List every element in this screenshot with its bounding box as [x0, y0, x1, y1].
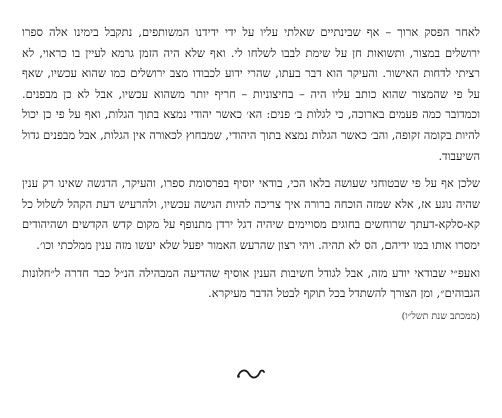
letter-paragraph-2: שלכן אף על פי שבטוחני שעושה בלאו הכי, בודאי יוסיף בפרסומת ספרו, והעיקר, הדגשה שאינו רק ענין שהיה נוגע אז, אלא שמזה הוכחה ברורה איך צריכה להיות הגישה עכשיו, ולהרעיש דעת הקהל לשלול כל קא-סלקא-דעתך שרוחשים בחוגים מסויימים שיהיה דגל ירדן מתנופף על מקום קדש הקדשים ושהיהודים ימסרו אותו במו ידיהם, הס לא תהיה. ויהי רצון שהרעש האמור יפעל שלא יעשו מזה ענין ממלכתי וכו׳.	[22, 176, 480, 252]
flourish-ornament-icon	[0, 366, 502, 385]
letter-paragraph-3: ואעפ״י שבודאי יודע מזה, אבל לגודל חשיבות הענין אוסיף שהדיעה המבהילה הנ״ל כבר חדרה ל״חלונות הגבוהים״, ומן הצורך להשתדל בכל תוקף לבטל הדבר מעיקרא.	[22, 265, 480, 301]
source-citation: (ממכתב שנת תשל״ו)	[401, 310, 480, 322]
letter-paragraph-1: לאחר הפסק ארוך – אף שבינתיים שאלתי עליו על ידי ידידנו המשותפים, נתקבל בימינו אלה ספרו ירושלים במצור, ותשואות חן על שימת לבבו לשלחו לי. ואף שלא היה הזמן גרמא לעיין בו כראוי, לא רציתי לדחות האישור. והעיקר הוא דבר בעתו, שהרי ידוע לכבודו מצב ירושלים כמו שהוא עכשיו, שאף על פי שהמצור שהוא כותב עליו היה – בחיצוניות – חריף יותר משהוא עכשיו, אבל לא כן מבפנים. וכמדובר כמה פעמים בארוכה, כי לגלות ב׳ פנים: הא׳ כאשר יהודי נמצא בתוך הגלות, ואף על פי כן יכול להיות בקומה זקופה, והב׳ כאשר הגלות נמצא בתוך היהודי, שמבחוץ לכאורה אין הגלות, אבל מבפנים גדול השיעבוד.	[22, 25, 480, 163]
